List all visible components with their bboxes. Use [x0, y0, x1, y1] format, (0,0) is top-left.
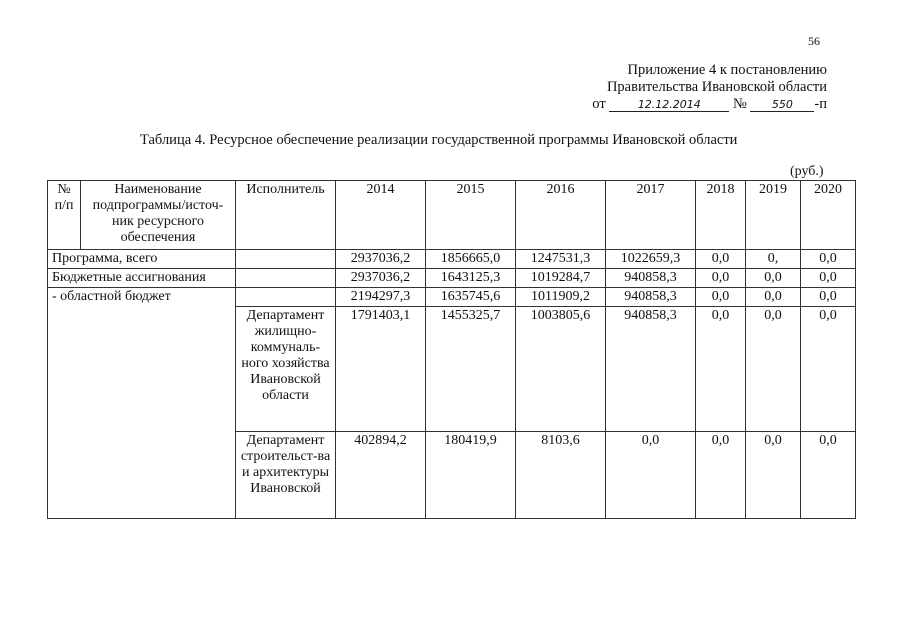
- header-row: [48, 181, 856, 250]
- cell-2016: 1019284,7: [516, 269, 606, 288]
- header-name: Наименование подпрограммы/источ-ник ресурсного обеспечения: [81, 181, 236, 250]
- cell-2017: 940858,3: [606, 269, 696, 288]
- header-year-2017: 2017: [606, 181, 696, 250]
- cell-2019: 0,0: [746, 307, 801, 432]
- header-executor: Исполнитель: [236, 181, 336, 250]
- cell-2020: 0,0: [801, 250, 856, 269]
- cell-2018: 0,0: [696, 288, 746, 307]
- row-executor: [236, 250, 336, 269]
- cell-2014: 2194297,3: [336, 288, 426, 307]
- cell-2016: 1247531,3: [516, 250, 606, 269]
- resource-table: [47, 180, 856, 519]
- cell-2017: 940858,3: [606, 288, 696, 307]
- cell-2018: 0,0: [696, 432, 746, 519]
- unit-label: (руб.): [790, 164, 824, 179]
- cell-2014: 2937036,2: [336, 269, 426, 288]
- cell-2016: 1003805,6: [516, 307, 606, 432]
- cell-2015: 1643125,3: [426, 269, 516, 288]
- row-name: - областной бюджет: [48, 288, 236, 519]
- header-year-2019: 2019: [746, 181, 801, 250]
- cell-2020: 0,0: [801, 288, 856, 307]
- cell-2014: 402894,2: [336, 432, 426, 519]
- handwritten-date: 12.12.2014: [609, 98, 729, 112]
- table-row-budget-allocations: [48, 269, 856, 288]
- cell-2019: 0,0: [746, 269, 801, 288]
- header-year-2015: 2015: [426, 181, 516, 250]
- from-label: от: [592, 96, 606, 112]
- cell-2016: 8103,6: [516, 432, 606, 519]
- cell-2017: 1022659,3: [606, 250, 696, 269]
- row-executor: Департамент строительст-ва и архитектуры Ивановской: [236, 432, 336, 519]
- cell-2018: 0,0: [696, 250, 746, 269]
- cell-2014: 1791403,1: [336, 307, 426, 432]
- header-num: № п/п: [48, 181, 81, 250]
- cell-2015: 1856665,0: [426, 250, 516, 269]
- header-year-2020: 2020: [801, 181, 856, 250]
- header-year-2018: 2018: [696, 181, 746, 250]
- appendix-line-3: [427, 96, 827, 113]
- header-year-2016: 2016: [516, 181, 606, 250]
- appendix-line-2: Правительства Ивановской области: [606, 79, 827, 95]
- cell-2020: 0,0: [801, 269, 856, 288]
- cell-2015: 1635745,6: [426, 288, 516, 307]
- cell-2016: 1011909,2: [516, 288, 606, 307]
- table-row-program-total: [48, 250, 856, 269]
- handwritten-number: 550: [750, 98, 814, 112]
- cell-2018: 0,0: [696, 269, 746, 288]
- cell-2014: 2937036,2: [336, 250, 426, 269]
- table-title: Таблица 4. Ресурсное обеспечение реализации государственной программы Ивановской области: [140, 132, 738, 148]
- cell-2019: 0,0: [746, 288, 801, 307]
- row-name: Бюджетные ассигнования: [48, 269, 236, 288]
- cell-2017: 0,0: [606, 432, 696, 519]
- table-row-regional-budget: [48, 288, 856, 307]
- number-suffix: -п: [814, 96, 827, 112]
- row-executor: [236, 269, 336, 288]
- cell-2019: 0,0: [746, 432, 801, 519]
- appendix-header: [427, 62, 827, 113]
- number-label: №: [732, 96, 747, 112]
- header-year-2014: 2014: [336, 181, 426, 250]
- row-executor: Департамент жилищно-коммуналь-ного хозяйства Ивановской области: [236, 307, 336, 432]
- cell-2017: 940858,3: [606, 307, 696, 432]
- row-name: Программа, всего: [48, 250, 236, 269]
- page-number: 56: [808, 34, 820, 48]
- appendix-line-1: Приложение 4 к постановлению: [627, 62, 827, 78]
- cell-2018: 0,0: [696, 307, 746, 432]
- cell-2020: 0,0: [801, 307, 856, 432]
- cell-2015: 180419,9: [426, 432, 516, 519]
- cell-2015: 1455325,7: [426, 307, 516, 432]
- cell-2019: 0,: [746, 250, 801, 269]
- cell-2020: 0,0: [801, 432, 856, 519]
- row-executor: [236, 288, 336, 307]
